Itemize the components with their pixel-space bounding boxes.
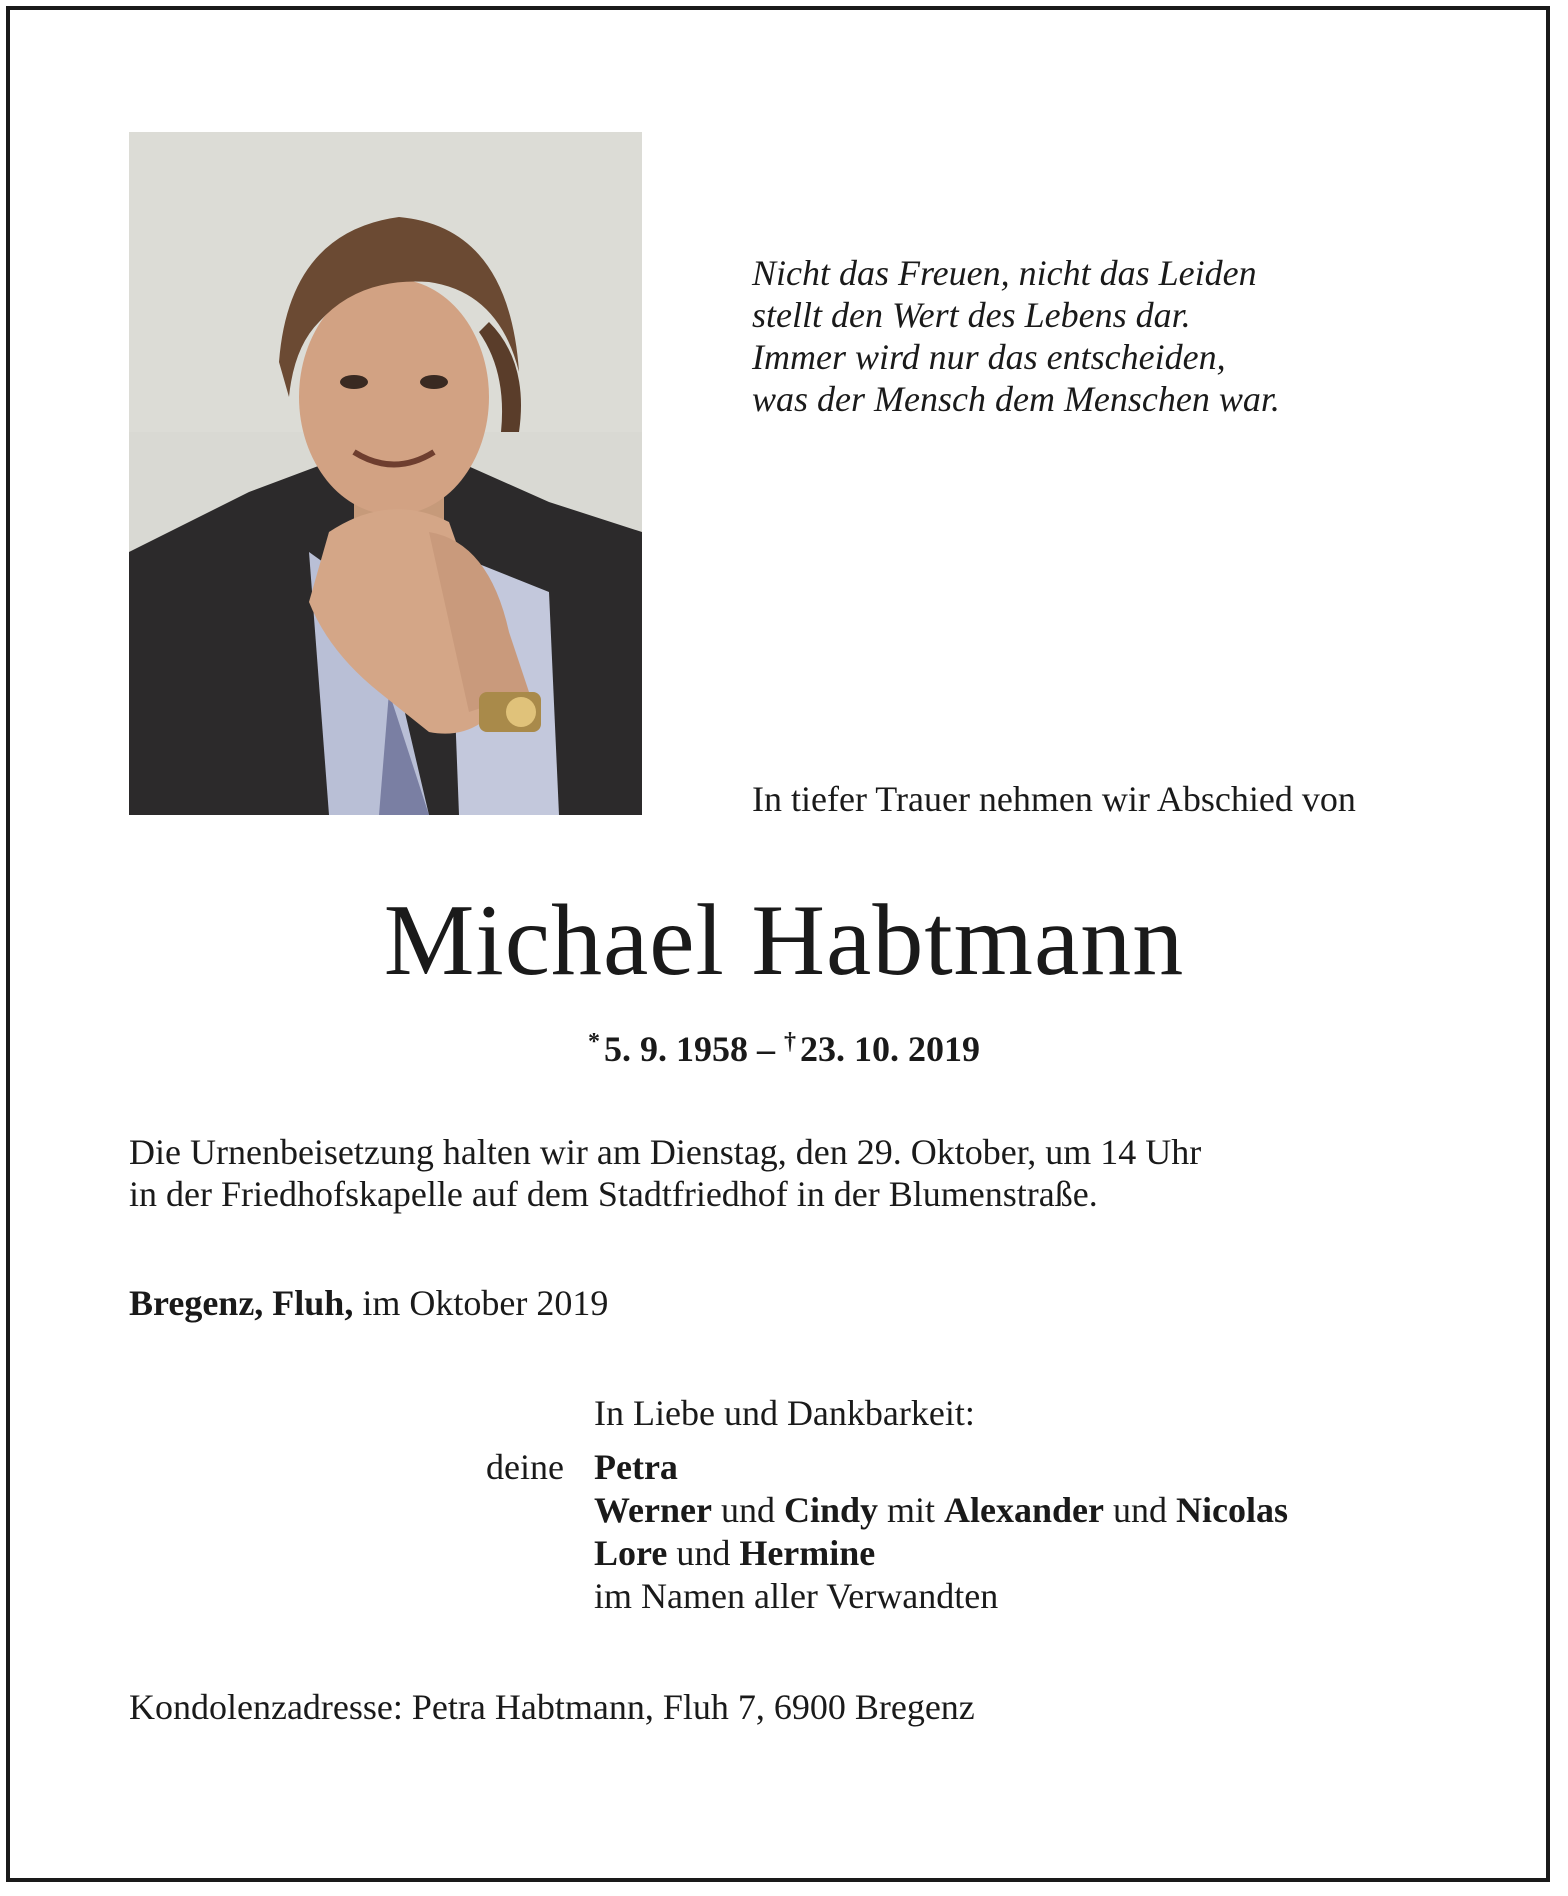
place-date: im Oktober 2019 bbox=[353, 1283, 609, 1323]
poem-line: Immer wird nur das entscheiden, bbox=[752, 337, 1226, 377]
family-line-1 bbox=[594, 1446, 1288, 1489]
death-symbol: † bbox=[784, 1029, 796, 1055]
family-member: Alexander bbox=[944, 1490, 1104, 1530]
family-member: Petra bbox=[594, 1447, 678, 1487]
family-signatures bbox=[594, 1446, 1288, 1618]
family-member: Hermine bbox=[739, 1533, 876, 1573]
family-member: Cindy bbox=[783, 1490, 878, 1530]
connector-word: mit bbox=[878, 1490, 945, 1530]
ceremony-announcement bbox=[129, 1131, 1201, 1215]
connector-word: und bbox=[667, 1533, 740, 1573]
family-member: Lore bbox=[594, 1533, 668, 1573]
poem-line: stellt den Wert des Lebens dar. bbox=[752, 295, 1191, 335]
family-member: Werner bbox=[594, 1490, 712, 1530]
signoff-heading: In Liebe und Dankbarkeit: bbox=[594, 1393, 975, 1433]
place-name: Bregenz, Fluh, bbox=[129, 1283, 354, 1323]
family-line-3 bbox=[594, 1532, 1288, 1575]
ceremony-line: in der Friedhofskapelle auf dem Stadtfriedhof in der Blumenstraße. bbox=[129, 1174, 1098, 1214]
portrait-illustration bbox=[129, 132, 642, 815]
relatives-line: im Namen aller Verwandten bbox=[594, 1576, 999, 1616]
portrait-photo bbox=[129, 132, 642, 815]
memorial-poem bbox=[752, 252, 1452, 420]
deceased-name: Michael Habtmann bbox=[383, 884, 1185, 997]
family-line-2 bbox=[594, 1489, 1288, 1532]
date-separator: – bbox=[748, 1029, 784, 1069]
ceremony-line: Die Urnenbeisetzung halten wir am Dienstag, den 29. Oktober, um 14 Uhr bbox=[129, 1132, 1202, 1172]
life-dates bbox=[0, 1020, 1568, 1071]
connector-word: und bbox=[1104, 1490, 1176, 1530]
death-date: 23. 10. 2019 bbox=[800, 1029, 980, 1069]
family-member: Nicolas bbox=[1176, 1490, 1288, 1530]
condolence-address: Kondolenzadresse: Petra Habtmann, Fluh 7, 6900 Bregenz bbox=[129, 1687, 975, 1727]
poem-line: Nicht das Freuen, nicht das Leiden bbox=[752, 253, 1257, 293]
birth-date: 5. 9. 1958 bbox=[604, 1029, 748, 1069]
place-and-date bbox=[129, 1282, 608, 1324]
birth-symbol: * bbox=[588, 1029, 600, 1055]
farewell-intro: In tiefer Trauer nehmen wir Abschied von bbox=[752, 779, 1356, 819]
signoff-deine: deine bbox=[486, 1447, 564, 1487]
poem-line: was der Mensch dem Menschen war. bbox=[752, 379, 1280, 419]
connector-word: und bbox=[711, 1490, 784, 1530]
